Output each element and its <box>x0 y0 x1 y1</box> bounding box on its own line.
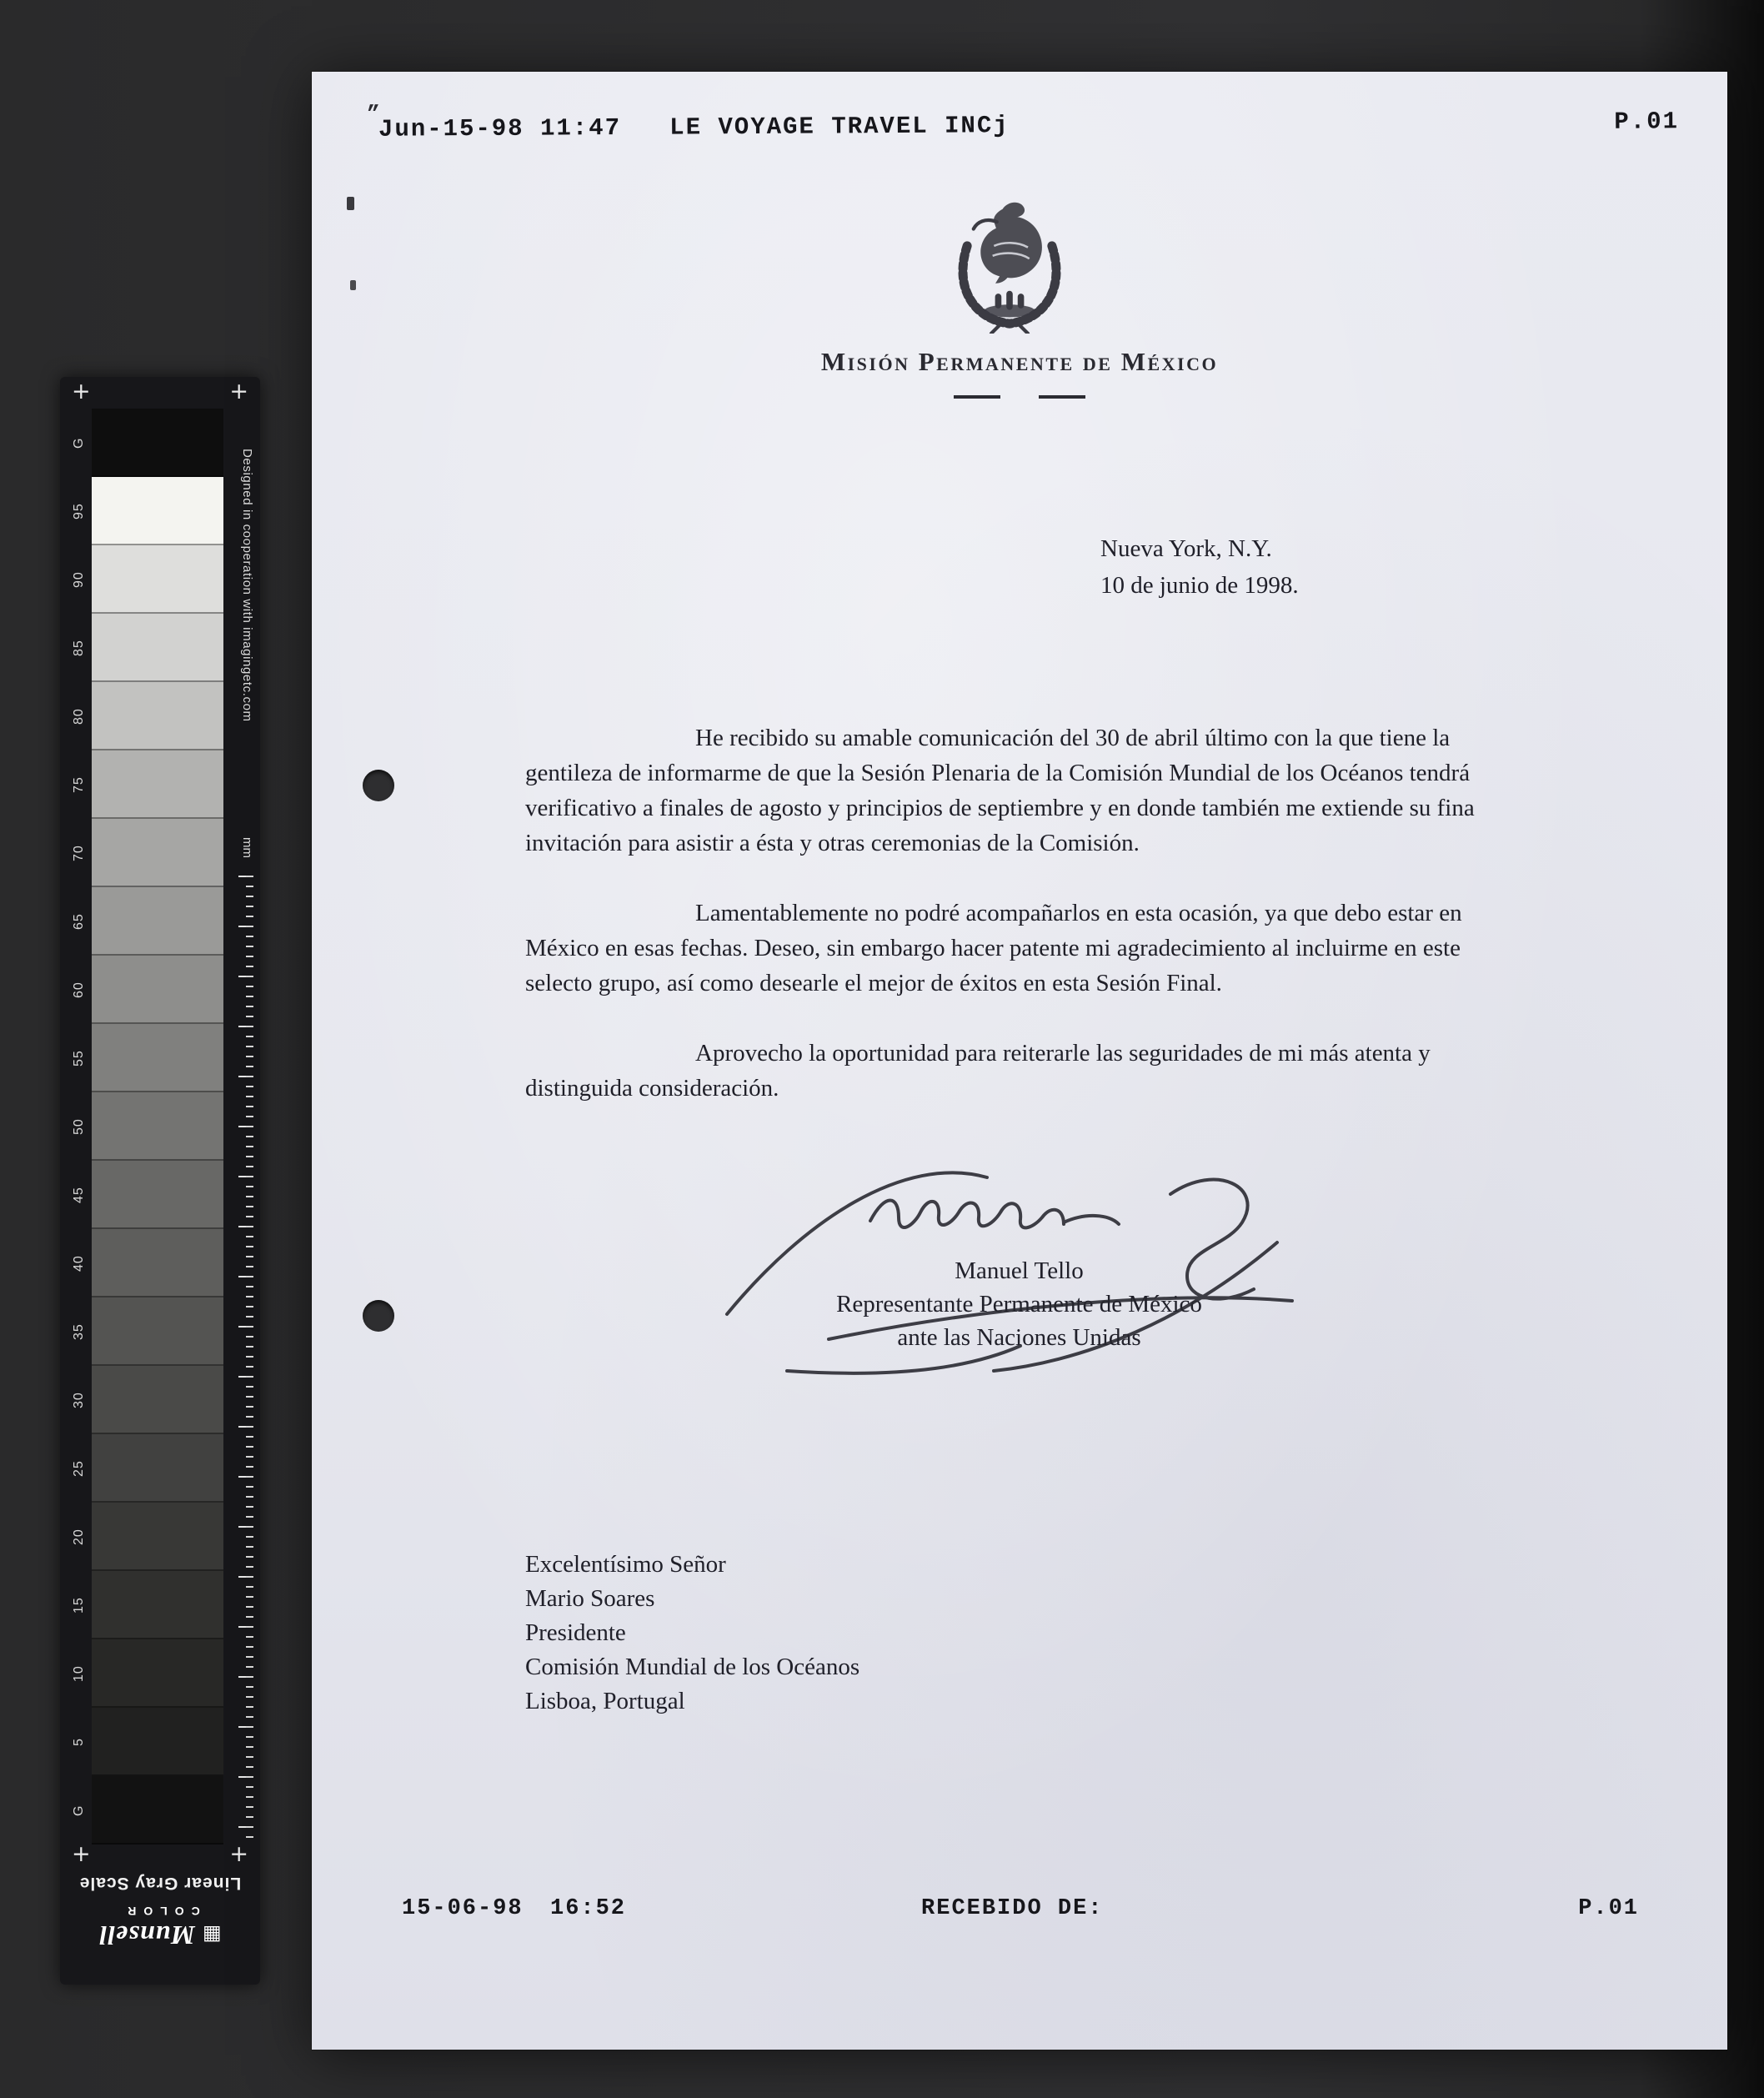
gray-patch <box>92 819 223 887</box>
letterhead-title: Misión Permanente de México <box>820 347 1219 376</box>
gray-patch-row <box>67 614 223 682</box>
dateline-city: Nueva York, N.Y. <box>1100 535 1272 562</box>
gray-patch-row <box>67 1434 223 1503</box>
gray-patch <box>92 682 223 750</box>
gray-patch-label: G <box>72 1804 86 1816</box>
registration-plus-icon: + <box>229 1841 248 1867</box>
recipient-line: Presidente <box>525 1619 626 1646</box>
gray-patch-label: 85 <box>72 640 86 656</box>
gray-patch <box>92 614 223 682</box>
gray-patch-label: 95 <box>72 503 86 519</box>
gray-patch <box>92 1571 223 1639</box>
dateline <box>1100 530 1299 604</box>
registration-plus-icon: + <box>72 1841 91 1867</box>
gray-patch-label: 40 <box>72 1255 86 1272</box>
scan-stray-mark <box>350 280 356 290</box>
gray-patch-label: 10 <box>72 1665 86 1682</box>
mexico-coat-of-arms-icon <box>939 185 1080 334</box>
gray-patch <box>92 545 223 614</box>
gray-patch <box>92 1708 223 1776</box>
letterhead-dash <box>954 395 1000 399</box>
scan-stray-mark <box>347 197 354 210</box>
signer-title-2: ante las Naciones Unidas <box>897 1324 1141 1351</box>
gray-patch-label: 20 <box>72 1528 86 1545</box>
gray-patch-row <box>67 477 223 545</box>
gray-patch-label: 90 <box>72 571 86 588</box>
letter-paragraph-3: Aprovecho la oportunidad para reiterarle las seguridades de mi más atenta y distinguida consideración. <box>525 1040 1431 1102</box>
gray-patch-row <box>67 545 223 614</box>
munsell-grid-logo-icon: ▦ <box>201 1924 222 1947</box>
recipient-block <box>525 1548 859 1719</box>
fax-footer-date: 15-06-98 <box>402 1896 524 1921</box>
punch-hole <box>363 1300 394 1332</box>
gray-patch <box>92 477 223 545</box>
letterhead-underline <box>312 395 1727 399</box>
punch-hole <box>363 770 394 801</box>
fax-header-timestamp: Jun-15-98 11:47 LE VOYAGE TRAVEL INCj <box>378 112 1010 143</box>
munsell-brand-block <box>60 1905 260 1950</box>
gray-patch-label: 45 <box>72 1187 86 1203</box>
dateline-date: 10 de junio de 1998. <box>1100 572 1299 599</box>
munsell-brand-name: Munsell <box>98 1920 195 1950</box>
recipient-line: Comisión Mundial de los Océanos <box>525 1654 860 1680</box>
gray-patch-row <box>67 956 223 1024</box>
signature-block <box>525 1254 1513 1354</box>
gray-patch-label: 30 <box>72 1392 86 1408</box>
gray-patch-label: 80 <box>72 708 86 725</box>
recipient-line: Mario Soares <box>525 1585 655 1612</box>
fax-footer-time: 16:52 <box>550 1896 627 1921</box>
gray-patch-row <box>67 1366 223 1434</box>
signer-name: Manuel Tello <box>955 1257 1084 1284</box>
letterhead-dash <box>1039 395 1085 399</box>
gray-scale-patches <box>67 409 223 1845</box>
fax-footer-page-number: P.01 <box>1578 1896 1639 1921</box>
gray-patch-row <box>67 750 223 819</box>
fax-header-page-number: P.01 <box>1614 108 1680 136</box>
gray-patch-row <box>67 409 223 477</box>
munsell-gray-scale-strip <box>60 377 260 1985</box>
gray-scale-title: Linear Gray Scale <box>78 1874 242 1893</box>
letter-paragraph-1: He recibido su amable comunicación del 30 de abril último con la que tiene la gentileza de informarme de que la Sesión Plenaria de la Comisión Mundial de los Océanos tendrá verificativo a finales de agosto y principios de septiembre y en donde también me extiende su fina invitación para asistir a ésta y otras ceremonias de la Comisión. <box>525 725 1475 856</box>
fax-header <box>378 108 1679 143</box>
registration-plus-icon: + <box>229 379 248 404</box>
fax-footer-received-label: RECEBIDO DE: <box>921 1896 1104 1921</box>
munsell-brand-sub: COLOR <box>120 1905 200 1918</box>
gray-patch <box>92 956 223 1024</box>
gray-patch-row <box>67 1229 223 1297</box>
gray-patch-row <box>67 1708 223 1776</box>
gray-patch <box>92 1776 223 1845</box>
munsell-brand <box>60 1920 260 1950</box>
signer-title-1: Representante Permanente de México <box>836 1291 1202 1318</box>
gray-patch-label: 65 <box>72 913 86 930</box>
gray-patch-row <box>67 1297 223 1366</box>
gray-patch-row <box>67 887 223 956</box>
gray-patch <box>92 1024 223 1092</box>
gray-patch-row <box>67 1092 223 1161</box>
gray-patch-label: 70 <box>72 845 86 861</box>
letter-page <box>312 72 1727 2050</box>
gray-patch <box>92 1434 223 1503</box>
gray-patch <box>92 1092 223 1161</box>
letter-body <box>525 720 1513 1141</box>
gray-patch-label: 60 <box>72 981 86 998</box>
gray-patch <box>92 1297 223 1366</box>
gray-patch-label: 15 <box>72 1597 86 1614</box>
gray-scale-mm-label: mm <box>240 837 254 858</box>
gray-patch <box>92 1229 223 1297</box>
gray-patch-label: 35 <box>72 1323 86 1340</box>
gray-patch <box>92 750 223 819</box>
gray-patch-label: 55 <box>72 1050 86 1067</box>
gray-patch-row <box>67 1571 223 1639</box>
gray-patch <box>92 1366 223 1434</box>
registration-plus-icon: + <box>72 379 91 404</box>
recipient-line: Excelentísimo Señor <box>525 1551 726 1578</box>
gray-scale-mm-ruler <box>238 876 253 1841</box>
gray-patch-label: 25 <box>72 1460 86 1477</box>
gray-scale-side-text: Designed in cooperation with imagingetc.com <box>240 449 254 722</box>
gray-patch <box>92 1161 223 1229</box>
recipient-line: Lisboa, Portugal <box>525 1688 685 1714</box>
gray-patch-row <box>67 1024 223 1092</box>
gray-patch-label: 5 <box>72 1738 86 1746</box>
gray-patch-row <box>67 819 223 887</box>
gray-patch <box>92 887 223 956</box>
gray-patch-row <box>67 1639 223 1708</box>
gray-patch <box>92 409 223 477</box>
gray-patch-label: 75 <box>72 776 86 793</box>
letter-paragraph-2: Lamentablemente no podré acompañarlos en esta ocasión, ya que debo estar en México en esas fechas. Deseo, sin embargo hacer patente mi agradecimiento al incluirme en este selecto grupo, así como desearle el mejor de éxitos en esta Sesión Final. <box>525 900 1462 996</box>
gray-patch-row <box>67 682 223 750</box>
gray-patch-label: G <box>72 437 86 449</box>
gray-patch <box>92 1503 223 1571</box>
gray-patch-row <box>67 1503 223 1571</box>
gray-patch-label: 50 <box>72 1118 86 1135</box>
gray-patch <box>92 1639 223 1708</box>
fax-stray-mark: ” <box>367 102 380 127</box>
gray-patch-row <box>67 1776 223 1845</box>
gray-patch-row <box>67 1161 223 1229</box>
fax-footer <box>395 1896 1644 1930</box>
